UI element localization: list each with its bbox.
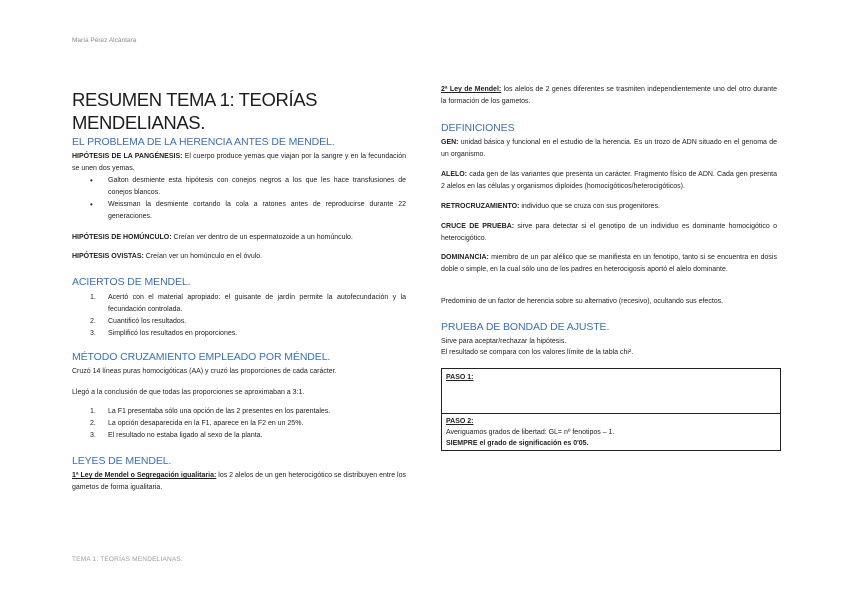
list-item: • Galton desmiente esta hipótesis con conejos negros a los que les hace transfusiones de conejos blancos.	[72, 175, 406, 199]
heading-metodo-cruzamiento: MÉTODO CRUZAMIENTO EMPLEADO POR MÉNDEL.	[72, 351, 331, 363]
heading-leyes-mendel: LEYES DE MENDEL.	[72, 455, 172, 467]
pasos-table	[441, 368, 781, 451]
bondad-line-2: El resultado se compara con los valores límite de la tabla chi².	[441, 349, 634, 356]
item-text: La opción desaparecida en la F1, aparece en la F2 en un 25%.	[108, 420, 304, 427]
list-item	[72, 418, 406, 430]
paso-1-label: PASO 1:	[446, 374, 474, 381]
title-line-1: RESUMEN TEMA 1: TEORÍAS	[72, 89, 318, 110]
list-item: • Weissman la desmiente cortando la cola a ratones antes de reproducirse durante 22 generaciones.	[72, 199, 406, 223]
item-text: Acertó con el material apropiado: el guisante de jardín permite la autofecundación y la fecundación controlada.	[108, 294, 406, 313]
def-cruce-prueba	[441, 221, 777, 245]
metodo-list	[72, 406, 406, 442]
item-text: El resultado no estaba ligado al sexo de la planta.	[108, 432, 263, 439]
primera-ley-text: los 2 alelos de un gen heterocigótico se distribuyen entre los gametos de forma igualitaria.	[72, 472, 406, 491]
list-item	[72, 406, 406, 418]
document-title	[72, 88, 406, 134]
def-gen	[441, 137, 777, 161]
paso-2-line-1: Averiguamos grados de libertad: GL= nº fenotipos – 1.	[446, 429, 615, 436]
item-text: La F1 presentaba sólo una opción de las 2 presentes en los parentales.	[108, 408, 331, 415]
gen-text: unidad básica y funcional en el estudio de la herencia. Es un trozo de ADN situado en el genoma de un organismo.	[441, 139, 777, 158]
pangenesis-bullets	[72, 175, 406, 223]
alelo-text: cada gen de las variantes que presenta un carácter. Fragmento físico de ADN. Cada gen presenta 2 alelos en las células y organismos diploides (homocigóticos/heterocigóticos).	[441, 171, 777, 190]
paso-2-label: PASO 2:	[446, 418, 474, 425]
heading-aciertos: ACIERTOS DE MENDEL.	[72, 276, 191, 288]
homunculo-text: Creían ver dentro de un espermatozoide a un homúnculo.	[171, 234, 353, 241]
retro-label: RETROCRUZAMIENTO:	[441, 203, 520, 210]
item-number: 1.	[90, 408, 96, 415]
pangenesis-label: HIPÓTESIS DE LA PANGÉNESIS:	[72, 153, 183, 160]
item-number: 3.	[90, 330, 96, 337]
ovistas-label: HIPÓTESIS OVISTAS:	[72, 253, 144, 260]
para-cruzo: Cruzó 14 líneas puras homocigóticas (AA) y cruzó las proporciones de cada carácter.	[72, 368, 337, 375]
primera-ley-label: 1ª Ley de Mendel o Segregación igualitaria:	[72, 472, 217, 479]
para-homunculo	[72, 232, 406, 244]
para-pangenesis	[72, 151, 406, 175]
segunda-ley-text: los alelos de 2 genes diferentes se trasmiten independientemente uno del otro durante la formación de los gametos.	[441, 86, 777, 105]
paso-2-cell	[442, 414, 780, 450]
cruce-text: sirve para detectar si el genotipo de un individuo es dominante homocigótico o heterocigótico.	[441, 223, 777, 242]
item-text: Simplificó los resultados en proporciones.	[108, 330, 238, 337]
paso-1-cell	[442, 369, 780, 414]
def-dominancia	[441, 252, 777, 276]
para-ovistas	[72, 251, 406, 263]
ovistas-text: Creían ver un homúnculo en el óvulo.	[143, 253, 263, 260]
para-segunda-ley	[441, 84, 777, 108]
list-item	[72, 328, 406, 340]
item-number: 1.	[90, 294, 96, 301]
heading-definiciones: DEFINICIONES	[441, 122, 515, 134]
list-item	[72, 316, 406, 328]
list-item	[72, 430, 406, 442]
dom-label: DOMINANCIA:	[441, 254, 489, 261]
item-number: 2.	[90, 318, 96, 325]
cruce-label: CRUCE DE PRUEBA:	[441, 223, 515, 230]
list-item	[72, 292, 406, 316]
heading-problema-herencia: EL PROBLEMA DE LA HERENCIA ANTES DE MENDEL.	[72, 136, 335, 148]
aciertos-list	[72, 292, 406, 340]
page-footer: TEMA 1: TEORÍAS MENDELIANAS.	[72, 556, 183, 563]
homunculo-label: HIPÓTESIS DE HOMÚNCULO:	[72, 234, 172, 241]
para-primera-ley	[72, 470, 406, 494]
bondad-line-1: Sirve para aceptar/rechazar la hipótesis.	[441, 338, 567, 345]
page-header-author: María Pérez Alcántara	[72, 37, 137, 44]
retro-text: individuo que se cruza con sus progenitores.	[519, 203, 660, 210]
item-number: 2.	[90, 420, 96, 427]
segunda-ley-label: 2ª Ley de Mendel:	[441, 86, 502, 93]
para-conclusion: Llegó a la conclusión de que todas las proporciones se aproximaban a 3:1.	[72, 389, 305, 396]
alelo-label: ALELO:	[441, 171, 468, 178]
def-alelo	[441, 169, 777, 193]
paso-2-line-2: SIEMPRE el grado de significación es 0'05.	[446, 440, 589, 447]
heading-prueba-bondad: PRUEBA DE BONDAD DE AJUSTE.	[441, 321, 610, 333]
gen-label: GEN:	[441, 139, 459, 146]
item-text: Cuantificó los resultados.	[108, 318, 187, 325]
pangenesis-text: El cuerpo produce yemas que viajan por la sangre y en la fecundación se unen dos yemas.	[72, 153, 407, 172]
item-number: 3.	[90, 432, 96, 439]
title-line-2: MENDELIANAS.	[72, 112, 205, 133]
def-retrocruzamiento	[441, 201, 777, 213]
def-predominio: Predominio de un factor de herencia sobre su alternativo (recesivo), ocultando sus efectos.	[441, 298, 724, 305]
dom-text: miembro de un par alélico que se manifiesta en un fenotipo, tanto si se encuentra en dosis doble o simple, en la cual sólo uno de los padres en heterocigosis aportó el alelo dominante.	[441, 254, 777, 273]
